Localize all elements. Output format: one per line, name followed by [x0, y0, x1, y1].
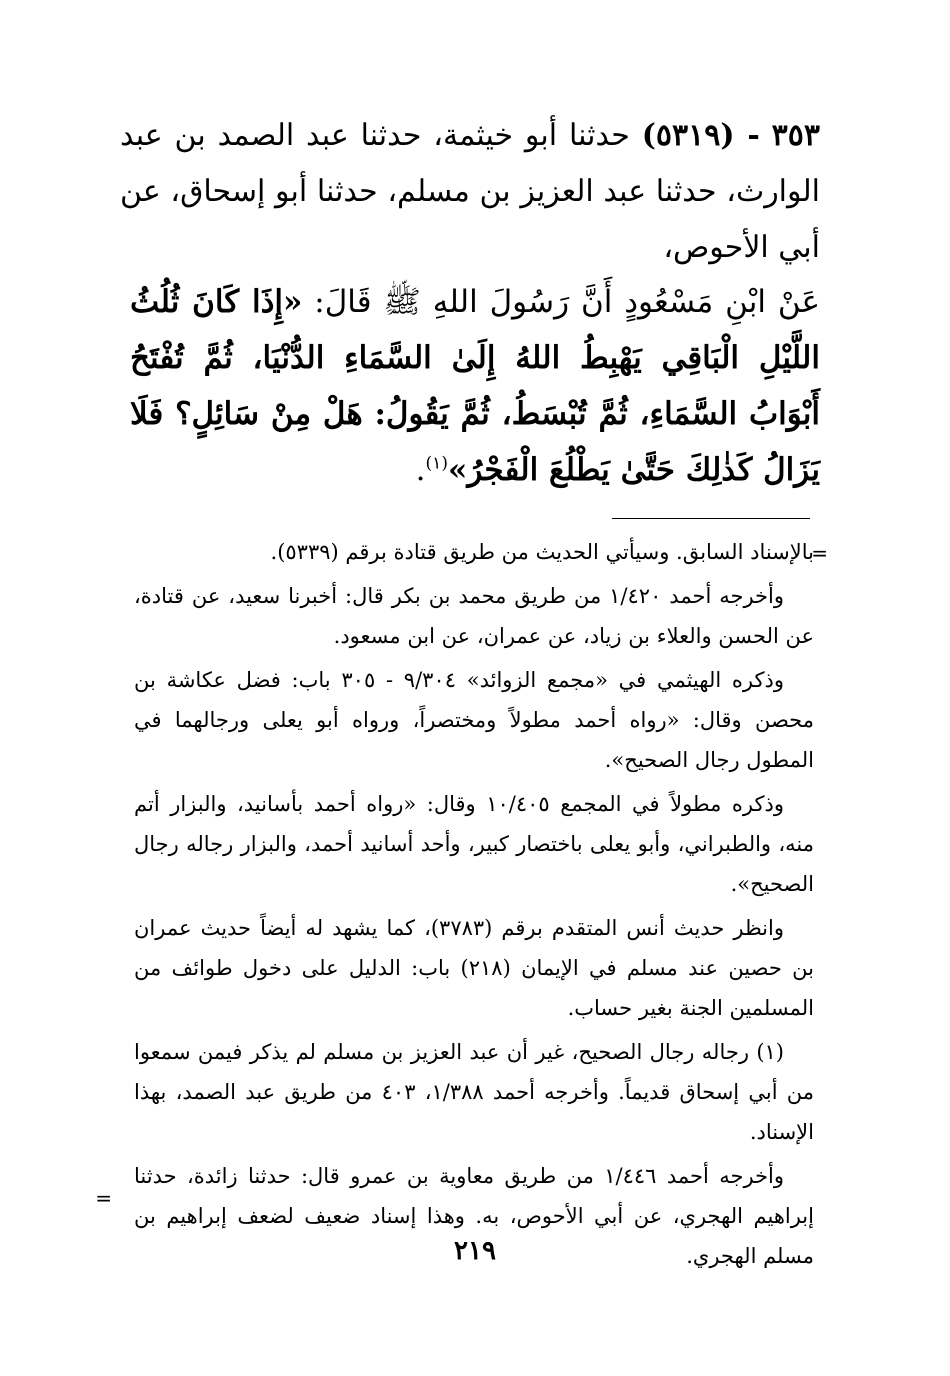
- hadith-text: «إِذَا كَانَ ثُلُثُ اللَّيْلِ الْبَاقِي يَهْبِطُ اللهُ إِلَىٰ السَّمَاءِ الدُّنْيَا، ثُمَّ تُفْتَحُ أَبْوَابُ السَّمَاءِ، ثُمَّ تُبْسَطُ، ثُمَّ يَقُولُ: هَلْ مِنْ سَائِلٍ؟ فَلَا يَزَالُ كَذٰلِكَ حَتَّىٰ يَطْلُعَ الْفَجْرُ»: [130, 284, 820, 488]
- hadith-isnad: ٣٥٣ - (٥٣١٩) حدثنا أبو خيثمة، حدثنا عبد الصمد بن عبد الوارث، حدثنا عبد العزيز بن مسلم، حدثنا أبو إسحاق، عن أبي الأحوص،: [120, 118, 820, 265]
- footnote-paragraph: (١) رجاله رجال الصحيح، غير أن عبد العزيز بن مسلم لم يذكر فيمن سمعوا من أبي إسحاق قديماً. وأخرجه أحمد ١/٣٨٨، ٤٠٣ من طريق عبد الصمد، بهذا الإسناد.: [134, 1040, 814, 1144]
- hadith-narrator: عَنْ ابْنِ مَسْعُودٍ أَنَّ رَسُولَ اللهِ ﷺ قَالَ:: [314, 284, 820, 320]
- footnote-paragraph: وأخرجه أحمد ١/٤٤٦ من طريق معاوية بن عمرو قال: حدثنا زائدة، حدثنا إبراهيم الهجري، عن أبي الأحوص، به. وهذا إسناد ضعيف لضعف إبراهيم بن مسلم الهجري.: [134, 1164, 814, 1268]
- footnote-paragraph: وذكره الهيثمي في «مجمع الزوائد» ٩/٣٠٤ - ٣٠٥ باب: فضل عكاشة بن محصن وقال: «رواه أحمد مطولاً ومختصراً، ورواه أبو يعلى ورجالهما في المطول رجال الصحيح».: [134, 668, 814, 772]
- end-punctuation: .: [415, 452, 426, 488]
- footnote-paragraph: وانظر حديث أنس المتقدم برقم (٣٧٨٣)، كما يشهد له أيضاً حديث عمران بن حصين عند مسلم في الإيمان (٢١٨) باب: الدليل على دخول طوائف من المسلمين الجنة بغير حساب.: [134, 916, 814, 1020]
- footnote-marker: (١): [425, 453, 448, 474]
- continuation-mark-top: =: [811, 541, 828, 565]
- page-number: ٢١٩: [454, 1236, 496, 1266]
- hadith-reference: (٥٣١٩): [641, 118, 735, 153]
- continuation-mark-bottom: =: [95, 1186, 112, 1210]
- footnote-paragraph: وذكره مطولاً في المجمع ١٠/٤٠٥ وقال: «رواه أحمد بأسانيد، والبزار أتم منه، والطبراني، وأبو يعلى باختصار كبير، وأحد أسانيد أحمد، والبزار رجاله رجال الصحيح».: [134, 792, 814, 896]
- footnote-separator: [612, 518, 810, 519]
- hadith-matn: [130, 274, 820, 498]
- footnote-paragraph: وأخرجه أحمد ١/٤٢٠ من طريق محمد بن بكر قال: أخبرنا سعيد، عن قتادة، عن الحسن والعلاء بن زياد، عن عمران، عن ابن مسعود.: [134, 584, 814, 648]
- footnote-paragraph: بالإسناد السابق. وسيأتي الحديث من طريق قتادة برقم (٥٣٣٩).: [270, 540, 814, 564]
- footnotes: [134, 532, 814, 1280]
- isnad-text: حدثنا أبو خيثمة، حدثنا عبد الصمد بن عبد الوارث، حدثنا عبد العزيز بن مسلم، حدثنا أبو إسحاق، عن أبي الأحوص،: [120, 118, 820, 265]
- hadith-number: ٣٥٣: [771, 118, 820, 153]
